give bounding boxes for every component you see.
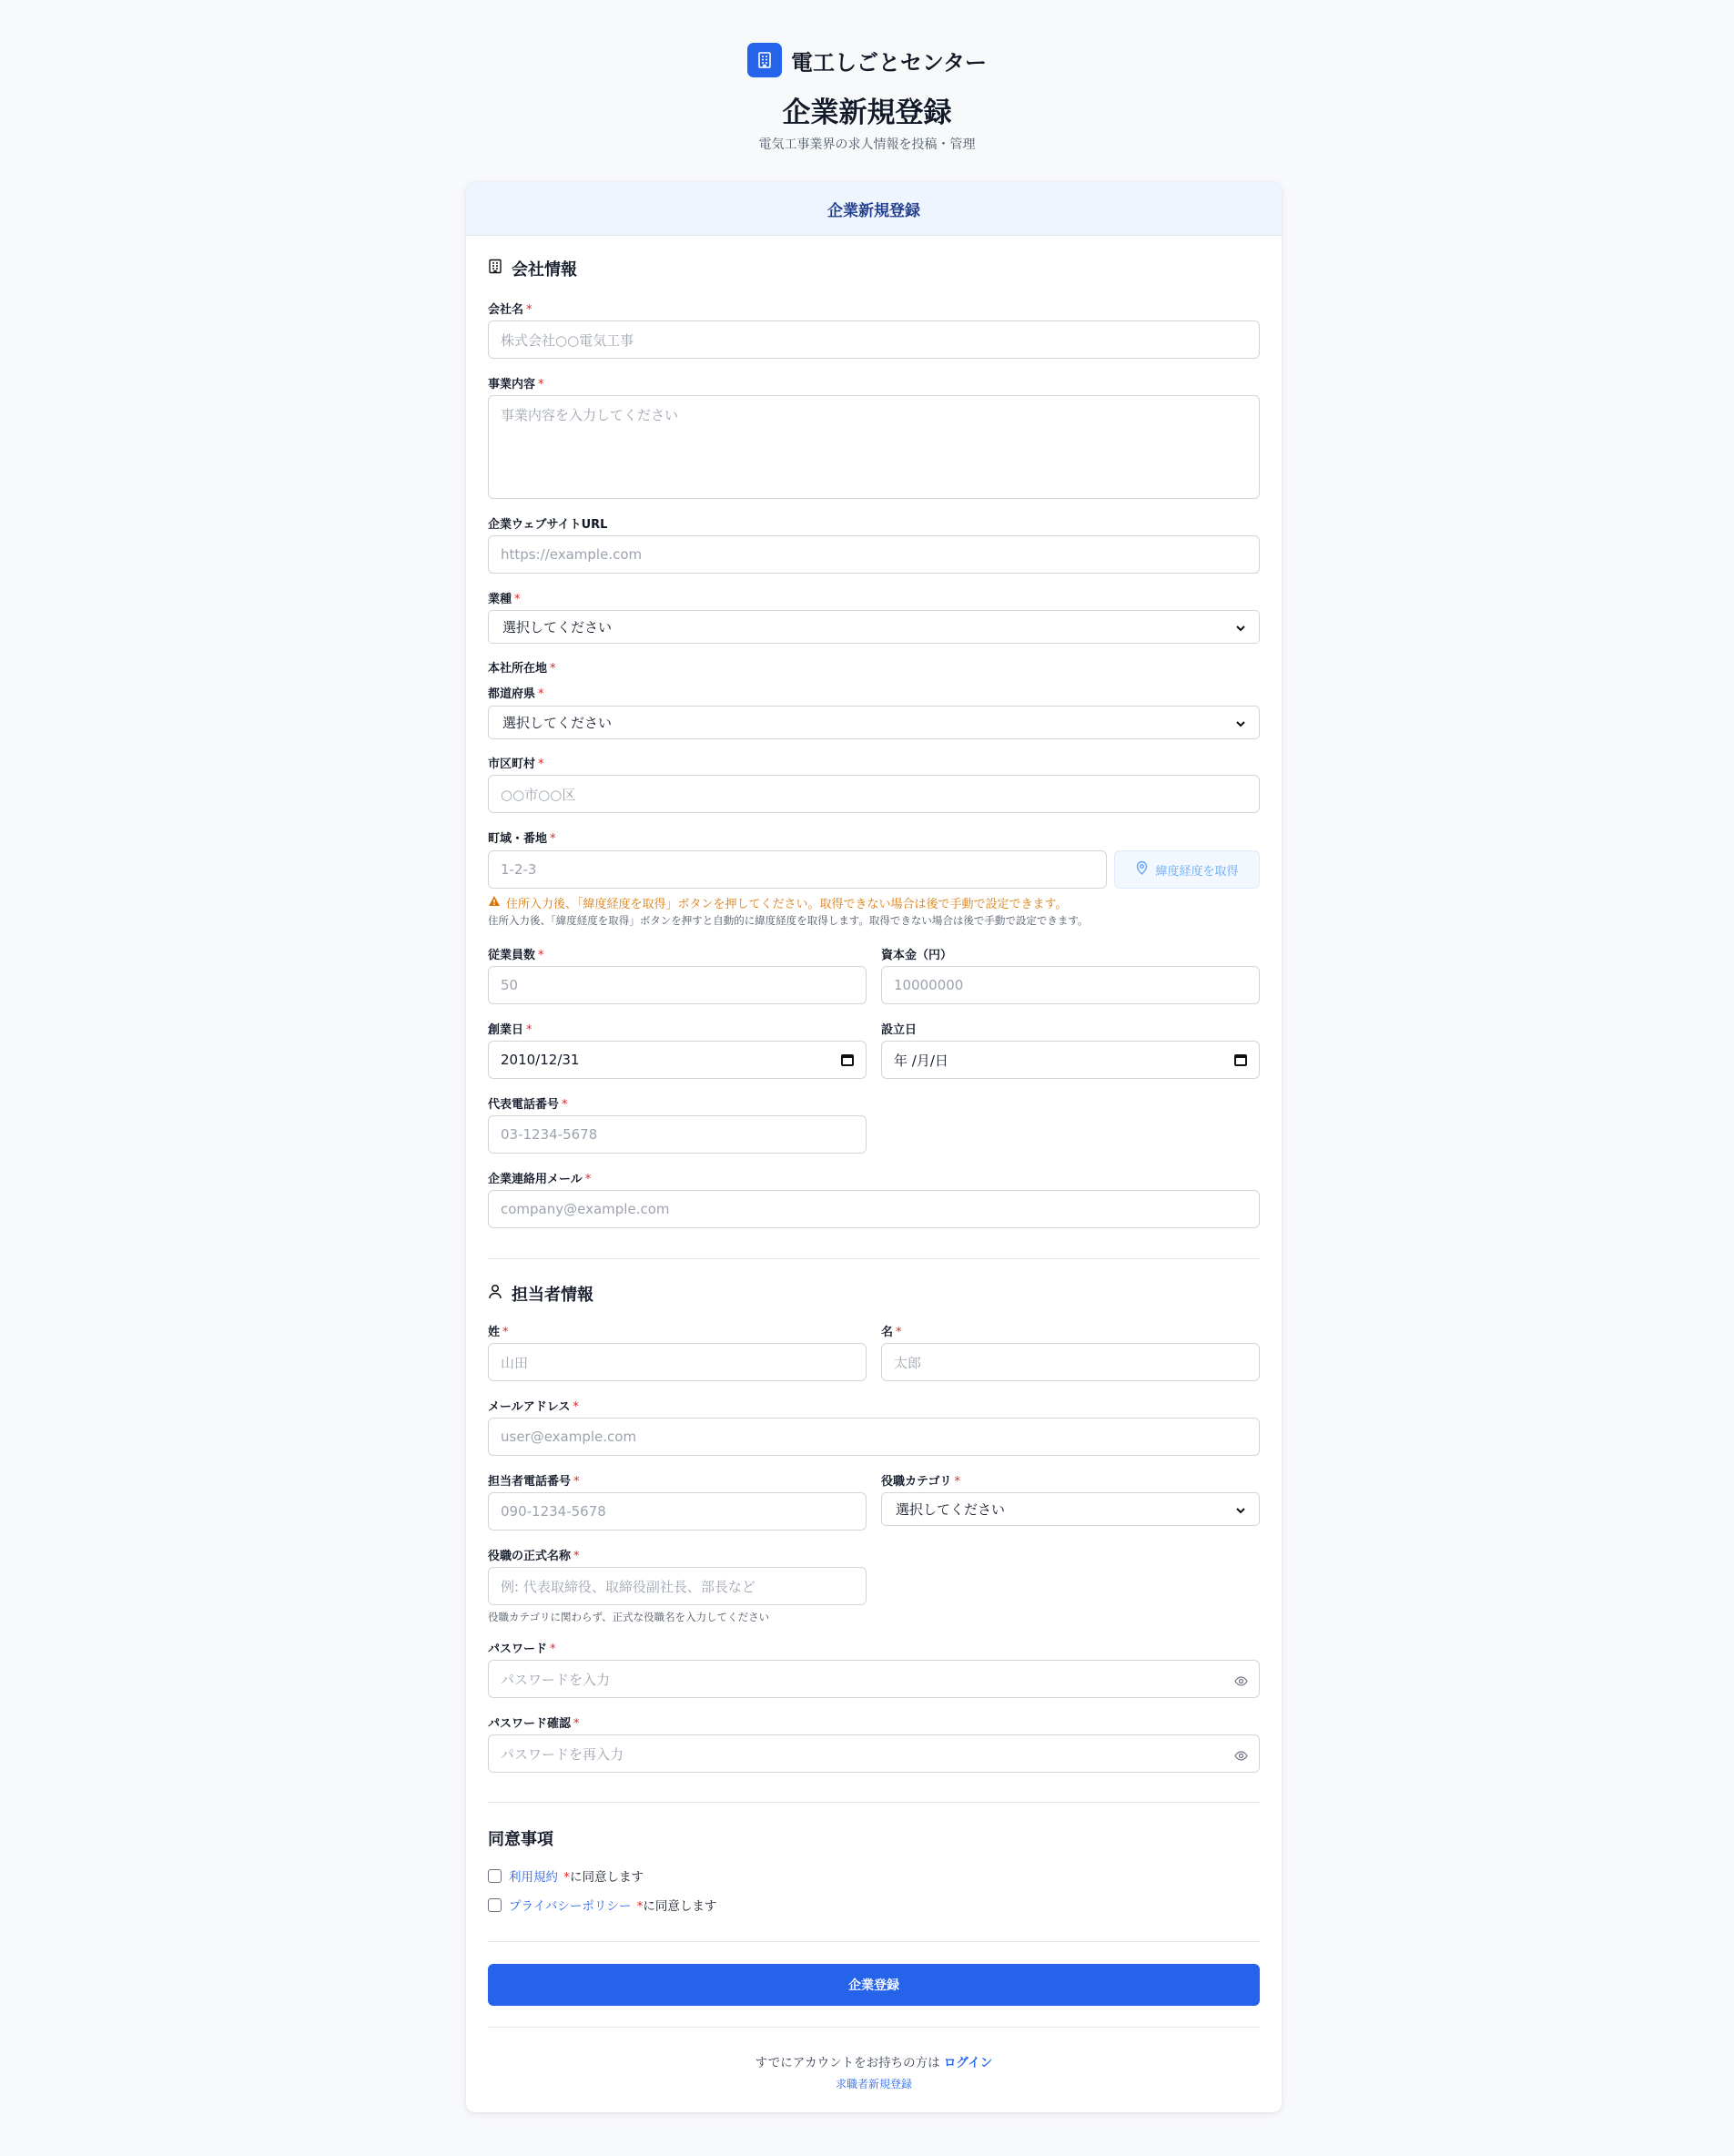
website-label: 企業ウェブサイトURL bbox=[488, 518, 608, 532]
registration-card bbox=[466, 182, 1282, 2112]
contact-section-title: 担当者情報 bbox=[488, 1282, 593, 1306]
map-pin-icon bbox=[1135, 860, 1149, 879]
submit-button[interactable]: 企業登録 bbox=[488, 1964, 1260, 2006]
password-confirm-input[interactable]: パスワードを再入力 bbox=[488, 1734, 1260, 1773]
password-label: パスワード * bbox=[488, 1642, 556, 1656]
business-label: 事業内容 * bbox=[488, 378, 544, 392]
industry-label: 業種 * bbox=[488, 593, 521, 606]
login-link[interactable]: ログイン bbox=[943, 2056, 993, 2070]
divider bbox=[488, 1941, 1260, 1942]
company-section-title: 会社情報 bbox=[488, 257, 577, 280]
page-subtitle: 電気工事業界の求人情報を投稿・管理 bbox=[758, 137, 976, 152]
eye-icon[interactable] bbox=[1234, 1748, 1248, 1764]
city-label: 市区町村 * bbox=[488, 758, 544, 771]
prefecture-label: 都道府県 * bbox=[488, 687, 544, 701]
geo-warning: 住所入力後、「緯度経度を取得」ボタンを押してください。取得できない場合は後で手動で設定できます。 bbox=[488, 894, 1067, 911]
password-input[interactable]: パスワードを入力 bbox=[488, 1660, 1260, 1698]
building-icon bbox=[747, 43, 782, 77]
company-phone-input[interactable]: 03-1234-5678 bbox=[488, 1115, 867, 1154]
page-title: 企業新規登録 bbox=[782, 97, 952, 129]
terms-checkbox[interactable] bbox=[488, 1869, 502, 1883]
chevron-down-icon bbox=[1236, 715, 1245, 731]
divider bbox=[488, 1802, 1260, 1803]
warning-icon bbox=[488, 895, 501, 910]
last-name-label: 姓 * bbox=[488, 1326, 509, 1339]
hq-label: 本社所在地 * bbox=[488, 662, 556, 676]
card-title: 企業新規登録 bbox=[466, 182, 1282, 236]
company-name-input[interactable]: 株式会社○○電気工事 bbox=[488, 320, 1260, 359]
consent-section-title: 同意事項 bbox=[488, 1830, 553, 1849]
employees-input[interactable]: 50 bbox=[488, 966, 867, 1004]
contact-email-label: メールアドレス * bbox=[488, 1400, 579, 1414]
street-label: 町域・番地 * bbox=[488, 832, 556, 846]
city-input[interactable]: ○○市○○区 bbox=[488, 775, 1260, 813]
street-input[interactable]: 1-2-3 bbox=[488, 850, 1107, 889]
calendar-icon[interactable] bbox=[1234, 1054, 1247, 1066]
capital-input[interactable]: 10000000 bbox=[881, 966, 1260, 1004]
established-date-input[interactable]: 年 /月/日 bbox=[881, 1041, 1260, 1079]
company-name-label: 会社名 * bbox=[488, 303, 532, 317]
jobseeker-register-link[interactable]: 求職者新規登録 bbox=[835, 2078, 912, 2090]
password-confirm-label: パスワード確認 * bbox=[488, 1717, 580, 1731]
role-category-select[interactable]: 選択してください bbox=[881, 1492, 1260, 1526]
terms-consent: 利用規約 *に同意します bbox=[488, 1866, 644, 1885]
privacy-checkbox[interactable] bbox=[488, 1898, 502, 1912]
company-email-input[interactable]: company@example.com bbox=[488, 1190, 1260, 1228]
brand-name: 電工しごとセンター bbox=[790, 49, 988, 76]
employees-label: 従業員数 * bbox=[488, 949, 544, 962]
last-name-input[interactable]: 山田 bbox=[488, 1343, 867, 1381]
website-input[interactable]: https://example.com bbox=[488, 535, 1260, 574]
login-prompt: すでにアカウントをお持ちの方は ログイン bbox=[755, 2056, 993, 2070]
business-textarea[interactable]: 事業内容を入力してください bbox=[488, 395, 1260, 499]
contact-email-input[interactable]: user@example.com bbox=[488, 1418, 1260, 1456]
contact-phone-input[interactable]: 090-1234-5678 bbox=[488, 1492, 867, 1531]
terms-link[interactable]: 利用規約 bbox=[509, 1870, 558, 1885]
founded-label: 創業日 * bbox=[488, 1023, 532, 1037]
role-category-label: 役職カテゴリ * bbox=[881, 1475, 960, 1489]
capital-label: 資本金（円） bbox=[881, 949, 953, 962]
geo-help: 住所入力後、「緯度経度を取得」ボタンを押すと自動的に緯度経度を取得します。取得できない場合は後で手動で設定できます。 bbox=[488, 914, 1089, 927]
role-title-input[interactable]: 例: 代表取締役、取締役副社長、部長など bbox=[488, 1567, 867, 1605]
prefecture-select[interactable]: 選択してください bbox=[488, 706, 1260, 739]
company-email-label: 企業連絡用メール * bbox=[488, 1173, 592, 1186]
contact-phone-label: 担当者電話番号 * bbox=[488, 1475, 580, 1489]
first-name-input[interactable]: 太郎 bbox=[881, 1343, 1260, 1381]
chevron-down-icon bbox=[1236, 619, 1245, 636]
founded-date-input[interactable]: 2010/12/31 bbox=[488, 1041, 867, 1079]
user-icon bbox=[488, 1284, 502, 1304]
role-title-label: 役職の正式名称 * bbox=[488, 1550, 580, 1563]
building-icon bbox=[488, 259, 502, 279]
company-phone-label: 代表電話番号 * bbox=[488, 1098, 568, 1112]
role-help: 役職カテゴリに関わらず、正式な役職名を入力してください bbox=[488, 1611, 770, 1623]
brand bbox=[0, 43, 1734, 77]
divider bbox=[488, 1258, 1260, 1259]
calendar-icon[interactable] bbox=[841, 1054, 854, 1066]
privacy-link[interactable]: プライバシーポリシー bbox=[509, 1899, 632, 1914]
geo-button[interactable]: 緯度経度を取得 bbox=[1114, 850, 1260, 889]
established-label: 設立日 bbox=[881, 1023, 918, 1037]
eye-icon[interactable] bbox=[1234, 1673, 1248, 1690]
industry-select[interactable]: 選択してください bbox=[488, 610, 1260, 644]
first-name-label: 名 * bbox=[881, 1326, 902, 1339]
chevron-down-icon bbox=[1236, 1501, 1245, 1518]
privacy-consent: プライバシーポリシー *に同意します bbox=[488, 1896, 716, 1914]
divider bbox=[488, 2027, 1260, 2028]
